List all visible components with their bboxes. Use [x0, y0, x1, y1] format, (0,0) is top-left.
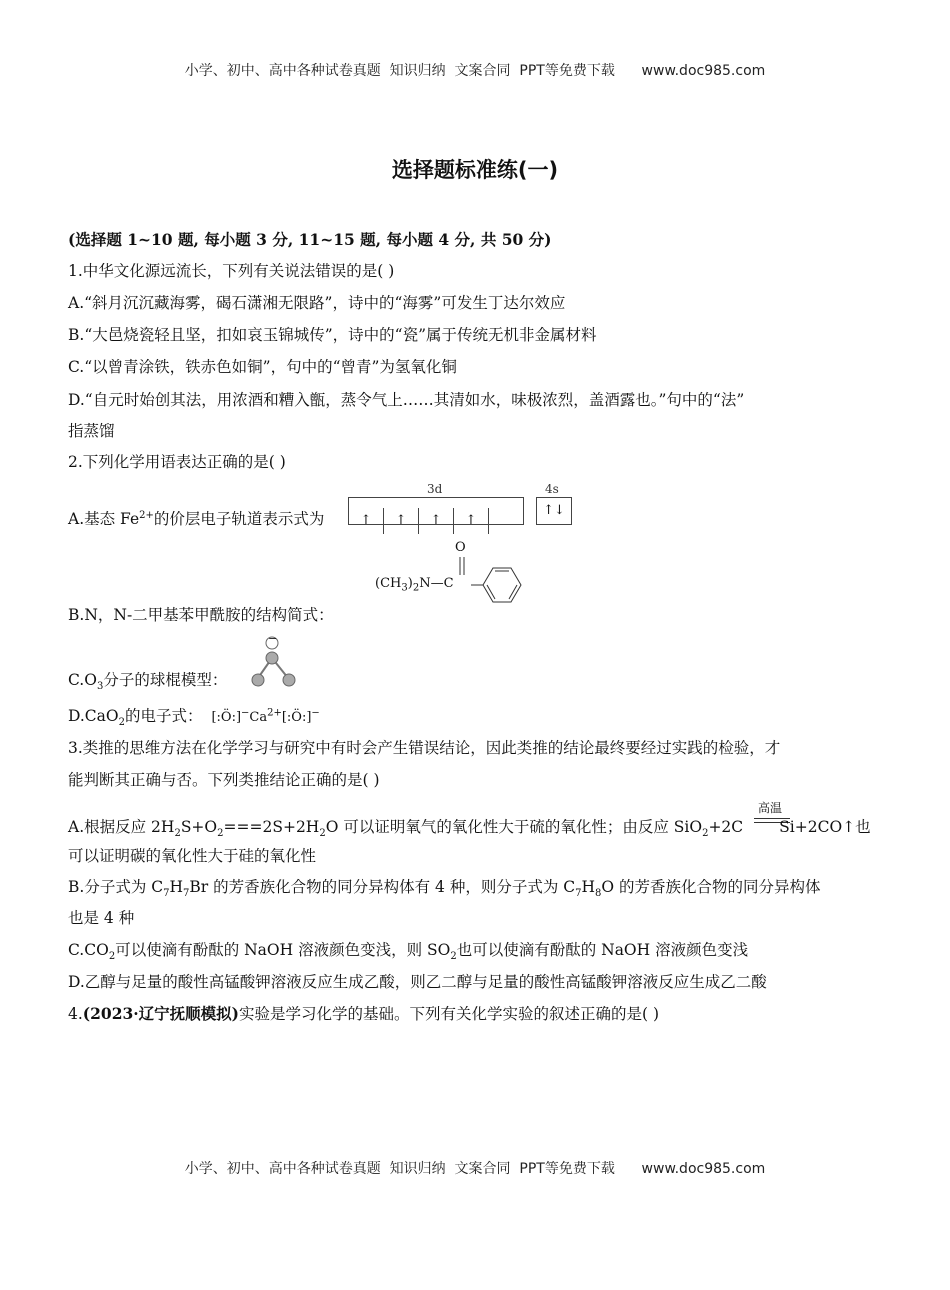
q3-stem-line2: 能判断其正确与否。下列类推结论正确的是( ) [68, 771, 380, 789]
q2-stem: 2.下列化学用语表达正确的是( ) [68, 453, 286, 471]
carbonyl-oxygen: O [455, 540, 466, 555]
sub: 7 [163, 888, 170, 900]
orbital-diagram-4s [536, 497, 572, 525]
calcium-charge: 2+ [267, 707, 282, 719]
q2-d-text-post: 的电子式： [125, 707, 203, 725]
intro-text: (选择题 1~10 题, 每小题 3 分, 11~15 题, 每小题 4 分, 共 50 分) [68, 230, 552, 249]
q3-c-text: 可以使滴有酚酞的 NaOH 溶液颜色变浅，则 SO [115, 941, 451, 959]
q3-option-c [68, 939, 748, 961]
q1-option-c: C.“以曾青涂铁，铁赤色如铜”，句中的“曾青”为氢氧化铜 [68, 358, 457, 376]
page-header: 小学、初中、高中各种试卷真题 知识归纳 文案合同 PPT等免费下载 www.doc985.com [184, 63, 766, 79]
q3-b-text: O 的芳香族化合物的同分异构体 [601, 878, 821, 896]
orbital-box: ↑↓ [543, 503, 565, 518]
orbital-box: ↑ [454, 508, 489, 534]
reaction-condition: 高温 [758, 801, 783, 815]
q3-c-text: 也可以使滴有酚酞的 NaOH 溶液颜色变浅 [456, 941, 749, 959]
q3-option-b [68, 876, 821, 898]
q3-c-text: C.CO [68, 941, 109, 959]
calcium: Ca [249, 710, 268, 725]
group-text-end: ) [407, 576, 413, 591]
sub: 2 [702, 828, 709, 840]
q2-c-text: C.O [68, 671, 97, 689]
orbital-box: ↑ [419, 508, 454, 534]
q2-option-c [68, 669, 227, 691]
q4-source: (2023·辽宁抚顺模拟) [82, 1004, 240, 1023]
sub: 2 [450, 951, 457, 963]
q3-b-text: H [169, 878, 184, 896]
sub: 2 [108, 951, 116, 963]
peroxide-right: [:Ö:] [281, 710, 312, 725]
peroxide-charge: − [241, 707, 250, 719]
q3-a-text: +2C [708, 818, 744, 836]
orbital-box [489, 498, 523, 524]
page-footer: 小学、初中、高中各种试卷真题 知识归纳 文案合同 PPT等免费下载 www.doc985.com [184, 1161, 766, 1177]
q3-a-text: A.根据反应 2H [68, 818, 175, 836]
orbital-label-4s: 4s [545, 482, 559, 496]
q3-a-text: O 可以证明氧气的氧化性大于硫的氧化性；由反应 SiO [325, 818, 703, 836]
q4-text: 实验是学习化学的基础。下列有关化学实验的叙述正确的是( ) [239, 1005, 660, 1023]
sub: 8 [595, 888, 602, 900]
q3-b-text: Br 的芳香族化合物的同分异构体有 4 种，则分子式为 C [189, 878, 576, 896]
group-sub: 3 [401, 582, 408, 594]
q3-a-text: S+O [180, 818, 218, 836]
q3-a-text: Si+2CO↑也 [779, 818, 871, 836]
q2-a-text: A.基态 Fe [68, 510, 140, 528]
sub: 2 [174, 828, 181, 840]
q4-stem [68, 1003, 659, 1025]
sub: 7 [575, 888, 582, 900]
q2-a-charge: 2+ [139, 509, 154, 521]
q3-a-text: ===2S+2H [223, 818, 320, 836]
dimethylamino-group [375, 576, 454, 594]
q1-option-d-cont: 指蒸馏 [68, 422, 115, 440]
orbital-box: ↑ [384, 508, 419, 534]
group-sub2: 2 [412, 582, 420, 594]
orbital-label-3d: 3d [427, 482, 443, 496]
q2-option-a [68, 508, 324, 530]
ozone-charge-label: − [268, 632, 278, 645]
q4-number: 4. [68, 1005, 83, 1023]
orbital-diagram-3d [348, 497, 524, 528]
page-title: 选择题标准练(一) [391, 158, 559, 182]
q3-option-d: D.乙醇与足量的酸性高锰酸钾溶液反应生成乙酸，则乙二醇与足量的酸性高锰酸钾溶液反应生成乙二酸 [68, 973, 767, 991]
q1-option-a: A.“斜月沉沉藏海雾，碣石潇湘无限路”，诗中的“海雾”可发生丁达尔效应 [68, 294, 566, 312]
q2-d-sub: 2 [118, 717, 125, 729]
q3-option-a [68, 816, 871, 838]
group-text: (CH [375, 576, 402, 591]
q1-option-d: D.“自元时始创其法，用浓酒和糟入甑，蒸令气上……其清如水，味极浓烈，盖酒露也。”句中的“法” [68, 391, 745, 409]
q2-d-text: D.CaO [68, 707, 119, 725]
peroxide-left: [:Ö:] [211, 710, 242, 725]
q2-option-d [68, 705, 320, 729]
q3-b-text: H [581, 878, 596, 896]
sub: 2 [217, 828, 224, 840]
q2-option-b: B.N，N-二甲基苯甲酰胺的结构简式： [68, 606, 334, 624]
q2-a-text-post: 的价层电子轨道表示式为 [153, 510, 325, 528]
q1-option-b: B.“大邑烧瓷轻且坚，扣如哀玉锦城传”，诗中的“瓷”属于传统无机非金属材料 [68, 326, 597, 344]
q1-stem: 1.中华文化源远流长，下列有关说法错误的是( ) [68, 262, 395, 280]
electron-formula [211, 707, 320, 725]
q2-c-sub: 3 [96, 681, 104, 693]
peroxide-charge: − [311, 707, 320, 719]
q3-b-text: B.分子式为 C [68, 878, 164, 896]
sub: 7 [183, 888, 190, 900]
q3-option-b-cont: 也是 4 种 [68, 909, 135, 927]
benzoyl-structure-drawing [455, 555, 525, 615]
orbital-box: ↑ [349, 508, 384, 534]
q2-c-text-post: 分子的球棍模型： [103, 671, 228, 689]
q3-stem-line1: 3.类推的思维方法在化学学习与研究中有时会产生错误结论，因此类推的结论最终要经过实践的检验，才 [68, 739, 781, 757]
q3-option-a-cont: 可以证明碳的氧化性大于硅的氧化性 [68, 847, 317, 865]
sub: 2 [319, 828, 326, 840]
group-n: N—C [419, 576, 454, 591]
